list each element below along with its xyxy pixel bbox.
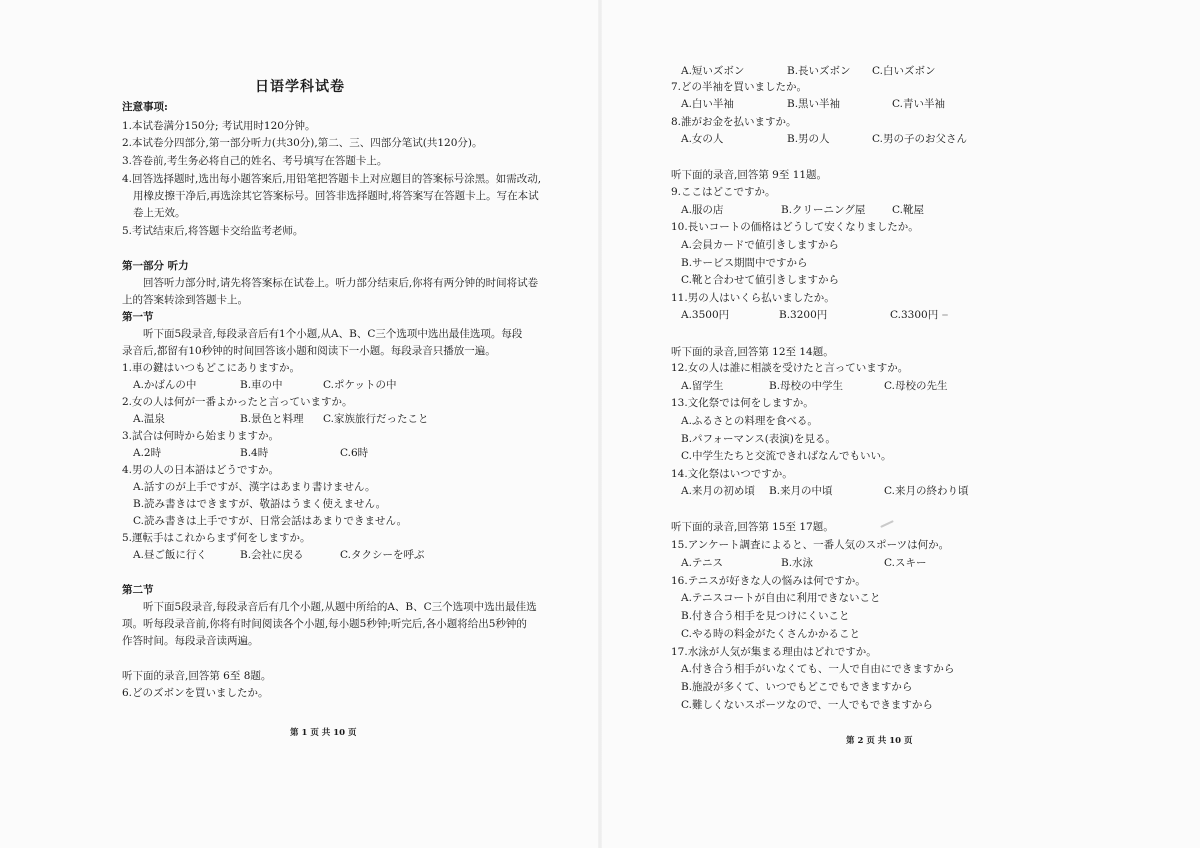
option-a: A.テニス xyxy=(681,557,724,569)
option-b: B.読み書きはできますが、敬語はうまく使えません。 xyxy=(133,498,387,510)
option-c: C.中学生たちと交流できればなんでもいい。 xyxy=(681,450,892,462)
notice-line: 2.本试卷分四部分,第一部分听力(共30分),第二、三、四部分笔试(共120分)。 xyxy=(122,137,483,149)
question-13: 13.文化祭では何をしますか。 xyxy=(671,397,814,409)
part1-heading: 第一部分 听力 xyxy=(122,260,189,272)
option-b: B.パフォーマンス(表演)を見る。 xyxy=(681,433,836,445)
group-instruction: 听下面的录音,回答第 12至 14题。 xyxy=(671,346,834,358)
notice-line: 5.考试结束后,将答题卡交给监考老师。 xyxy=(122,225,304,237)
part1-intro-line: 上的答案转涂到答题卡上。 xyxy=(122,294,248,306)
question-3: 3.試合は何時から始まりますか。 xyxy=(122,430,280,442)
option-b: B.長いズボン xyxy=(787,65,851,77)
option-b: B.サービス期間中ですから xyxy=(681,257,808,269)
option-a: A.昼ご飯に行く xyxy=(133,549,207,561)
option-c: C.タクシーを呼ぶ xyxy=(340,549,425,561)
option-a: A.テニスコートが自由に利用できないこと xyxy=(681,592,881,604)
option-b: B.景色と料理 xyxy=(240,413,304,425)
question-1: 1.車の鍵はいつもどこにありますか。 xyxy=(122,362,301,374)
part1-intro-line: 回答听力部分时,请先将答案标在试卷上。听力部分结束后,你将有两分钟的时间将试卷 xyxy=(143,277,539,289)
option-c: C.ポケットの中 xyxy=(323,379,397,391)
option-a: A.ふるさとの料理を食べる。 xyxy=(681,415,818,427)
group-instruction: 听下面的录音,回答第 6至 8题。 xyxy=(122,670,272,682)
option-b: B.母校の中学生 xyxy=(769,380,844,392)
question-11: 11.男の人はいくら払いましたか。 xyxy=(671,292,835,304)
option-a: A.白い半袖 xyxy=(681,98,734,110)
section2-heading: 第二节 xyxy=(122,584,154,596)
option-c: C.母校の先生 xyxy=(884,380,948,392)
question-7: 7.どの半袖を買いましたか。 xyxy=(671,81,808,93)
question-15: 15.アンケート調査によると、一番人気のスポーツは何か。 xyxy=(671,539,950,551)
option-b: B.水泳 xyxy=(781,557,814,569)
option-b: B.来月の中頃 xyxy=(769,485,833,497)
option-b: B.3200円 xyxy=(779,309,828,321)
option-b: B.男の人 xyxy=(787,133,830,145)
option-a: A.付き合う相手がいなくても、一人で自由にできますから xyxy=(681,663,955,675)
option-c: C.靴と合わせて値引きしますから xyxy=(681,274,839,286)
question-8: 8.誰がお金を払いますか。 xyxy=(671,116,797,128)
option-c: C.やる時の料金がたくさんかかること xyxy=(681,628,860,640)
question-4: 4.男の人の日本語はどうですか。 xyxy=(122,464,280,476)
option-c: C.家族旅行だったこと xyxy=(323,413,429,425)
notice-line: 3.答卷前,考生务必将自己的姓名、考号填写在答题卡上。 xyxy=(122,155,388,167)
question-12: 12.女の人は誰に相談を受けたと言っていますか。 xyxy=(671,362,909,374)
option-c: C.3300円 xyxy=(890,309,939,321)
option-a: A.温泉 xyxy=(133,413,165,425)
option-c: C.来月の終わり頃 xyxy=(884,485,969,497)
option-c: C.靴屋 xyxy=(892,204,924,216)
notice-line: 卷上无效。 xyxy=(133,207,186,219)
option-c: C.難しくないスポーツなので、一人でもできますから xyxy=(681,699,933,711)
option-c: C.男の子のお父さん xyxy=(872,133,967,145)
question-9: 9.ここはどこですか。 xyxy=(671,186,776,198)
question-17: 17.水泳が人気が集まる理由はどれですか。 xyxy=(671,646,877,658)
option-a: A.かばんの中 xyxy=(133,379,197,391)
option-c: C.スキー xyxy=(884,557,927,569)
question-10: 10.長いコートの価格はどうして安くなりましたか。 xyxy=(671,221,919,233)
notice-line: 用橡皮擦干净后,再选涂其它答案标号。回答非选择题时,将答案写在答题卡上。写在本试 xyxy=(133,190,539,202)
section2-intro-line: 项。听每段录音前,你将有时间阅读各个小题,每小题5秒钟;听完后,各小题将给出5秒钟的 xyxy=(122,618,527,630)
option-a: A.服の店 xyxy=(681,204,724,216)
option-b: B.付き合う相手を見つけにくいこと xyxy=(681,610,850,622)
question-16: 16.テニスが好きな人の悩みは何ですか。 xyxy=(671,575,866,587)
section2-intro-line: 作答时间。每段录音读两遍。 xyxy=(122,635,259,647)
page-2 xyxy=(600,0,1200,848)
question-14: 14.文化祭はいつですか。 xyxy=(671,468,793,480)
section2-intro-line: 听下面5段录音,每段录音后有几个小题,从题中所给的A、B、C三个选项中选出最佳选 xyxy=(143,601,537,613)
scan-speck xyxy=(880,520,894,528)
group-instruction: 听下面的录音,回答第 15至 17题。 xyxy=(671,521,834,533)
notice-line: 1.本试卷满分150分; 考试用时120分钟。 xyxy=(122,120,316,132)
notice-line: 4.回答选择题时,选出每小题答案后,用铅笔把答题卡上对应题目的答案标号涂黑。如需改动, xyxy=(122,173,542,185)
option-a: A.3500円 xyxy=(681,309,730,321)
option-a: A.短いズボン xyxy=(681,65,745,77)
option-a: A.来月の初め頃 xyxy=(681,485,755,497)
question-2: 2.女の人は何が一番よかったと言っていますか。 xyxy=(122,396,353,408)
option-c: C.白いズボン xyxy=(872,65,936,77)
section1-heading: 第一节 xyxy=(122,311,154,323)
option-a: A.女の人 xyxy=(681,133,724,145)
section1-intro-line: 录音后,都留有10秒钟的时间回答该小题和阅读下一小题。每段录音只播放一遍。 xyxy=(122,345,496,357)
option-b: B.施設が多くて、いつでもどこでもできますから xyxy=(681,681,913,693)
question-5: 5.運転手はこれからまず何をしますか。 xyxy=(122,532,311,544)
section1-intro-line: 听下面5段录音,每段录音后有1个小题,从A、B、C三个选项中选出最佳选项。每段 xyxy=(143,328,523,340)
option-b: B.会社に戻る xyxy=(240,549,304,561)
option-b: B.クリーニング屋 xyxy=(781,204,866,216)
option-a: A.留学生 xyxy=(681,380,724,392)
option-a: A.会員カードで値引きしますから xyxy=(681,239,839,251)
question-6: 6.どのズボンを買いましたか。 xyxy=(122,687,269,699)
option-c: C.読み書きは上手ですが、日常会話はあまりできません。 xyxy=(133,515,408,527)
option-b: B.車の中 xyxy=(240,379,283,391)
exam-title: 日语学科试卷 xyxy=(255,79,345,95)
option-c: C.6時 xyxy=(340,447,369,459)
notice-heading: 注意事项: xyxy=(122,101,168,113)
option-b: B.4時 xyxy=(240,447,269,459)
option-c: C.青い半袖 xyxy=(892,98,945,110)
option-a: A.2時 xyxy=(133,447,162,459)
option-b: B.黒い半袖 xyxy=(787,98,841,110)
page-footer: 第 1 页 共 10 页 xyxy=(290,728,357,738)
group-instruction: 听下面的录音,回答第 9至 11题。 xyxy=(671,169,828,181)
scan-speck xyxy=(942,314,948,316)
option-a: A.話すのが上手ですが、漢字はあまり書けません。 xyxy=(133,481,376,493)
page-footer: 第 2 页 共 10 页 xyxy=(846,736,913,746)
